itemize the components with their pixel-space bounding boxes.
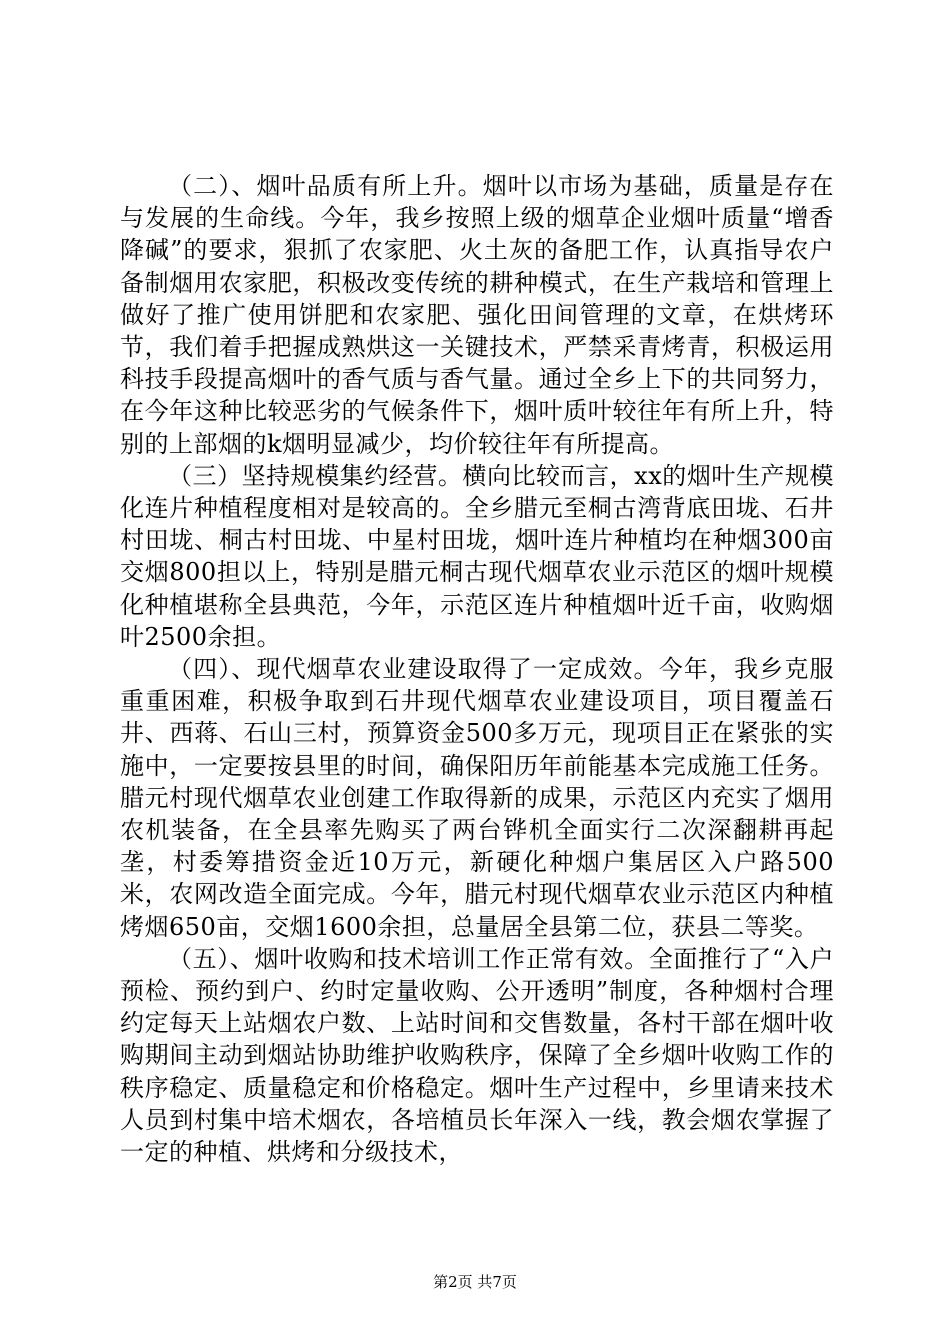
paragraph-purchase-training: （五）、烟叶收购和技术培训工作正常有效。全面推行了“入户预检、预约到户、约时定量收购、公开透明”制度，各种烟村合理约定每天上站烟农户数、上站时间和交售数量，各村干部在烟叶收购期间主动到烟站协助维护收购秩序，保障了全乡烟叶收购工作的秩序稳定、质量稳定和价格稳定。烟叶生产过程中，乡里请来技术人员到村集中培术烟农，各培植员长年深入一线，教会烟农掌握了一定的种植、烘烤和分级技术， bbox=[120, 944, 834, 1167]
document-body bbox=[120, 170, 834, 1168]
paragraph-scale: （三）坚持规模集约经营。横向比较而言，xx的烟叶生产规模化连片种植程度相对是较高的。全乡腊元至桐古湾背底田垅、石井村田垅、桐古村田垅、中星村田垅，烟叶连片种植均在种烟300亩交烟800担以上，特别是腊元桐古现代烟草农业示范区的烟叶规模化种植堪称全县典范，今年，示范区连片种植烟叶近千亩，收购烟叶2500余担。 bbox=[120, 461, 834, 651]
page-number-footer: 第2页 共7页 bbox=[433, 1273, 517, 1291]
paragraph-modern-agriculture: （四）、现代烟草农业建设取得了一定成效。今年，我乡克服重重困难，积极争取到石井现代烟草农业建设项目，项目覆盖石井、西蒋、石山三村，预算资金500多万元，现项目正在紧张的实施中，一定要按县里的时间，确保阳历年前能基本完成施工任务。腊元村现代烟草农业创建工作取得新的成果，示范区内充实了烟用农机装备，在全县率先购买了两台铧机全面实行二次深翻耕再起垄，村委筹措资金近10万元，新硬化种烟户集居区入户路500米，农网改造全面完成。今年，腊元村现代烟草农业示范区内种植烤烟650亩，交烟1600余担，总量居全县第二位，获县二等奖。 bbox=[120, 655, 834, 941]
paragraph-quality: （二）、烟叶品质有所上升。烟叶以市场为基础，质量是存在与发展的生命线。今年，我乡按照上级的烟草企业烟叶质量“增香降碱”的要求，狠抓了农家肥、火土灰的备肥工作，认真指导农户备制烟用农家肥，积极改变传统的耕种模式，在生产栽培和管理上做好了推广使用饼肥和农家肥、强化田间管理的文章，在烘烤环节，我们着手把握成熟烘这一关键技术，严禁采青烤青，积极运用科技手段提高烟叶的香气质与香气量。通过全乡上下的共同努力，在今年这种比较恶劣的气候条件下，烟叶质叶较往年有所上升，特别的上部烟的k烟明显减少，均价较往年有所提高。 bbox=[120, 172, 834, 458]
